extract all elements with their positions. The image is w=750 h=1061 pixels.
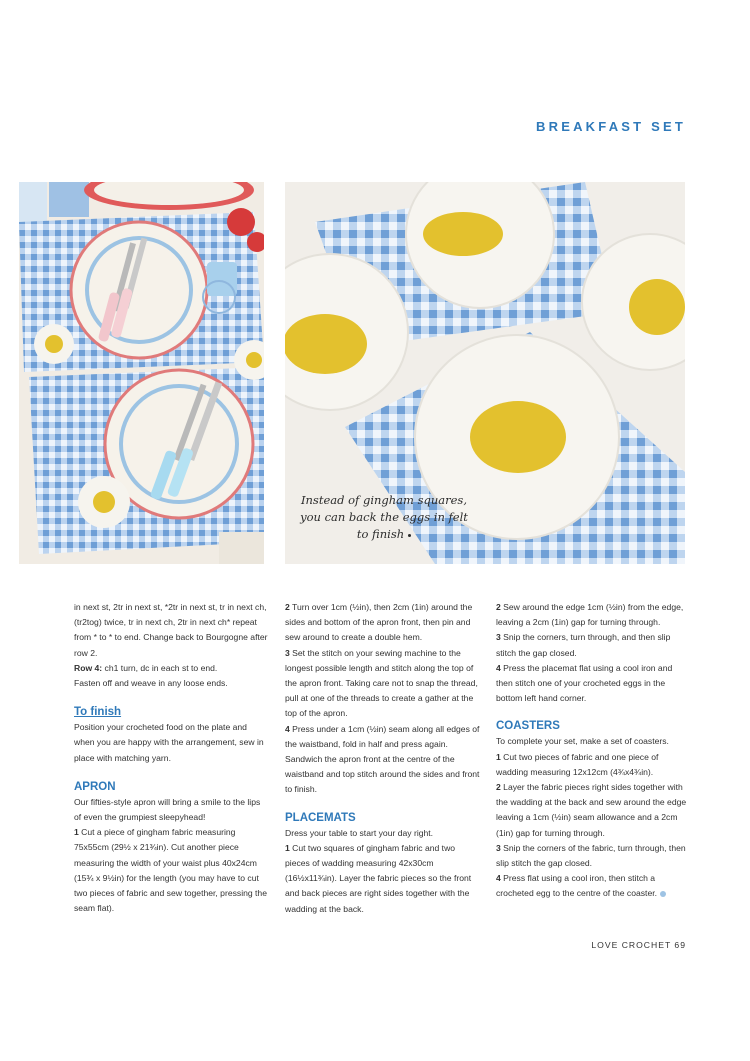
pattern-continuation: in next st, 2tr in next st, *2tr in next st, tr in next ch, (tr2tog) twice, tr in next ch, 2tr in next ch* repeat from * to * to end. Change back to Bourgogne after row 2. bbox=[74, 602, 268, 658]
step-number: 2 bbox=[285, 602, 290, 612]
placemats-step-1 bbox=[285, 841, 480, 917]
apron-step-3 bbox=[285, 646, 480, 722]
placemats-heading: PLACEMATS bbox=[285, 811, 356, 824]
step-number: 2 bbox=[496, 782, 501, 793]
page-folio: LOVE CROCHET 69 bbox=[591, 940, 686, 950]
row4-label: Row 4: bbox=[74, 662, 103, 673]
end-mark-icon bbox=[660, 891, 666, 897]
step-number: 1 bbox=[285, 842, 290, 853]
placemats-photo bbox=[19, 182, 264, 564]
step-number: 1 bbox=[496, 751, 501, 762]
apron-intro: Our fifties-style apron will bring a smile to the lips of even the grumpiest sleepyhead! bbox=[74, 796, 261, 823]
step-number: 4 bbox=[285, 723, 290, 734]
step-text: Set the stitch on your sewing machine to the longest possible length and stitch along the top of the apron front. Taking care not to snap the thread, pull at one of the threads to create a gather at the top of the apron. bbox=[285, 647, 478, 719]
coasters-heading: COASTERS bbox=[496, 720, 560, 733]
placemats-step-3 bbox=[496, 630, 691, 660]
step-text: Press the placemat flat using a cool iron and then stitch one of your crocheted eggs in the bottom left hand corner. bbox=[496, 662, 673, 704]
coasters-intro: To complete your set, make a set of coasters. bbox=[496, 736, 669, 747]
row4-instruction bbox=[74, 661, 269, 676]
coasters-step-3 bbox=[496, 841, 691, 871]
row4-text: ch1 turn, dc in each st to end. bbox=[102, 662, 218, 673]
fasten-off-text: Fasten off and weave in any loose ends. bbox=[74, 678, 228, 689]
text-column-1 bbox=[74, 600, 269, 916]
text-column-3 bbox=[496, 600, 691, 902]
step-number: 2 bbox=[496, 602, 501, 612]
text-column-2 bbox=[285, 600, 480, 917]
step-text: Snip the corners, turn through, and then slip stitch the gap closed. bbox=[496, 632, 671, 658]
coasters-step-1 bbox=[496, 750, 691, 780]
step-text: Turn over 1cm (½in), then 2cm (1in) around the sides and bottom of the apron front, then pin and sew around to create a double hem. bbox=[285, 602, 473, 643]
step-text: Cut two squares of gingham fabric and two pieces of wadding measuring 42x30cm (16½x11¾in). Layer the fabric pieces so the front and back pieces are right sides together with the wadding at the back. bbox=[285, 842, 472, 914]
caption-text: Instead of gingham squares, you can back the eggs in felt to finish bbox=[300, 493, 468, 541]
step-text: Press flat using a cool iron, then stitch a crocheted egg to the centre of the coaster. bbox=[496, 873, 657, 899]
step-text: Snip the corners of the fabric, turn through, then slip stitch the gap closed. bbox=[496, 842, 686, 869]
step-text: Cut a piece of gingham fabric measuring 75x55cm (29½ x 21¾in). Cut another piece measuring the width of your waist plus 40x24cm (15¾ x 9½in) for the length (you may have to cut two pieces of fabric and sew together, pressing the seam flat). bbox=[74, 827, 267, 914]
step-text: Layer the fabric pieces right sides together with the wadding at the back and sew around the edge leaving a 1cm (½in) seam allowance and a 2cm (1in) gap for turning through. bbox=[496, 782, 687, 838]
apron-heading: APRON bbox=[74, 780, 116, 793]
step-number: 3 bbox=[496, 842, 501, 853]
placemats-photo-illustration bbox=[19, 182, 264, 564]
placemats-step-4 bbox=[496, 661, 691, 707]
step-number: 3 bbox=[285, 647, 290, 658]
apron-step-1 bbox=[74, 825, 269, 916]
photo-caption bbox=[294, 492, 474, 543]
caption-pointer-dot bbox=[408, 534, 411, 537]
section-title: BREAKFAST SET bbox=[536, 119, 686, 134]
placemats-intro: Dress your table to start your day right. bbox=[285, 827, 434, 838]
step-number: 3 bbox=[496, 632, 501, 643]
coasters-step-2 bbox=[496, 780, 691, 841]
step-number: 4 bbox=[496, 873, 501, 884]
apron-step-2 bbox=[285, 600, 480, 646]
to-finish-text: Position your crocheted food on the plate and when you are happy with the arrangement, sew in place with matching yarn. bbox=[74, 722, 264, 763]
step-text: Sew around the edge 1cm (½in) from the edge, leaving a 2cm (1in) gap for turning through. bbox=[496, 602, 684, 628]
placemats-step-2 bbox=[496, 600, 691, 630]
step-text: Press under a 1cm (½in) seam along all edges of the waistband, fold in half and press again. Sandwich the apron front at the centre of the waistband and top stitch around the sides and front to finish. bbox=[285, 723, 480, 795]
step-number: 1 bbox=[74, 827, 79, 838]
apron-step-4 bbox=[285, 722, 480, 798]
step-text: Cut two pieces of fabric and one piece of wadding measuring 12x12cm (4¾x4¾in). bbox=[496, 751, 659, 777]
to-finish-heading: To finish bbox=[74, 706, 122, 719]
coasters-step-4 bbox=[496, 871, 691, 901]
step-number: 4 bbox=[496, 662, 501, 673]
